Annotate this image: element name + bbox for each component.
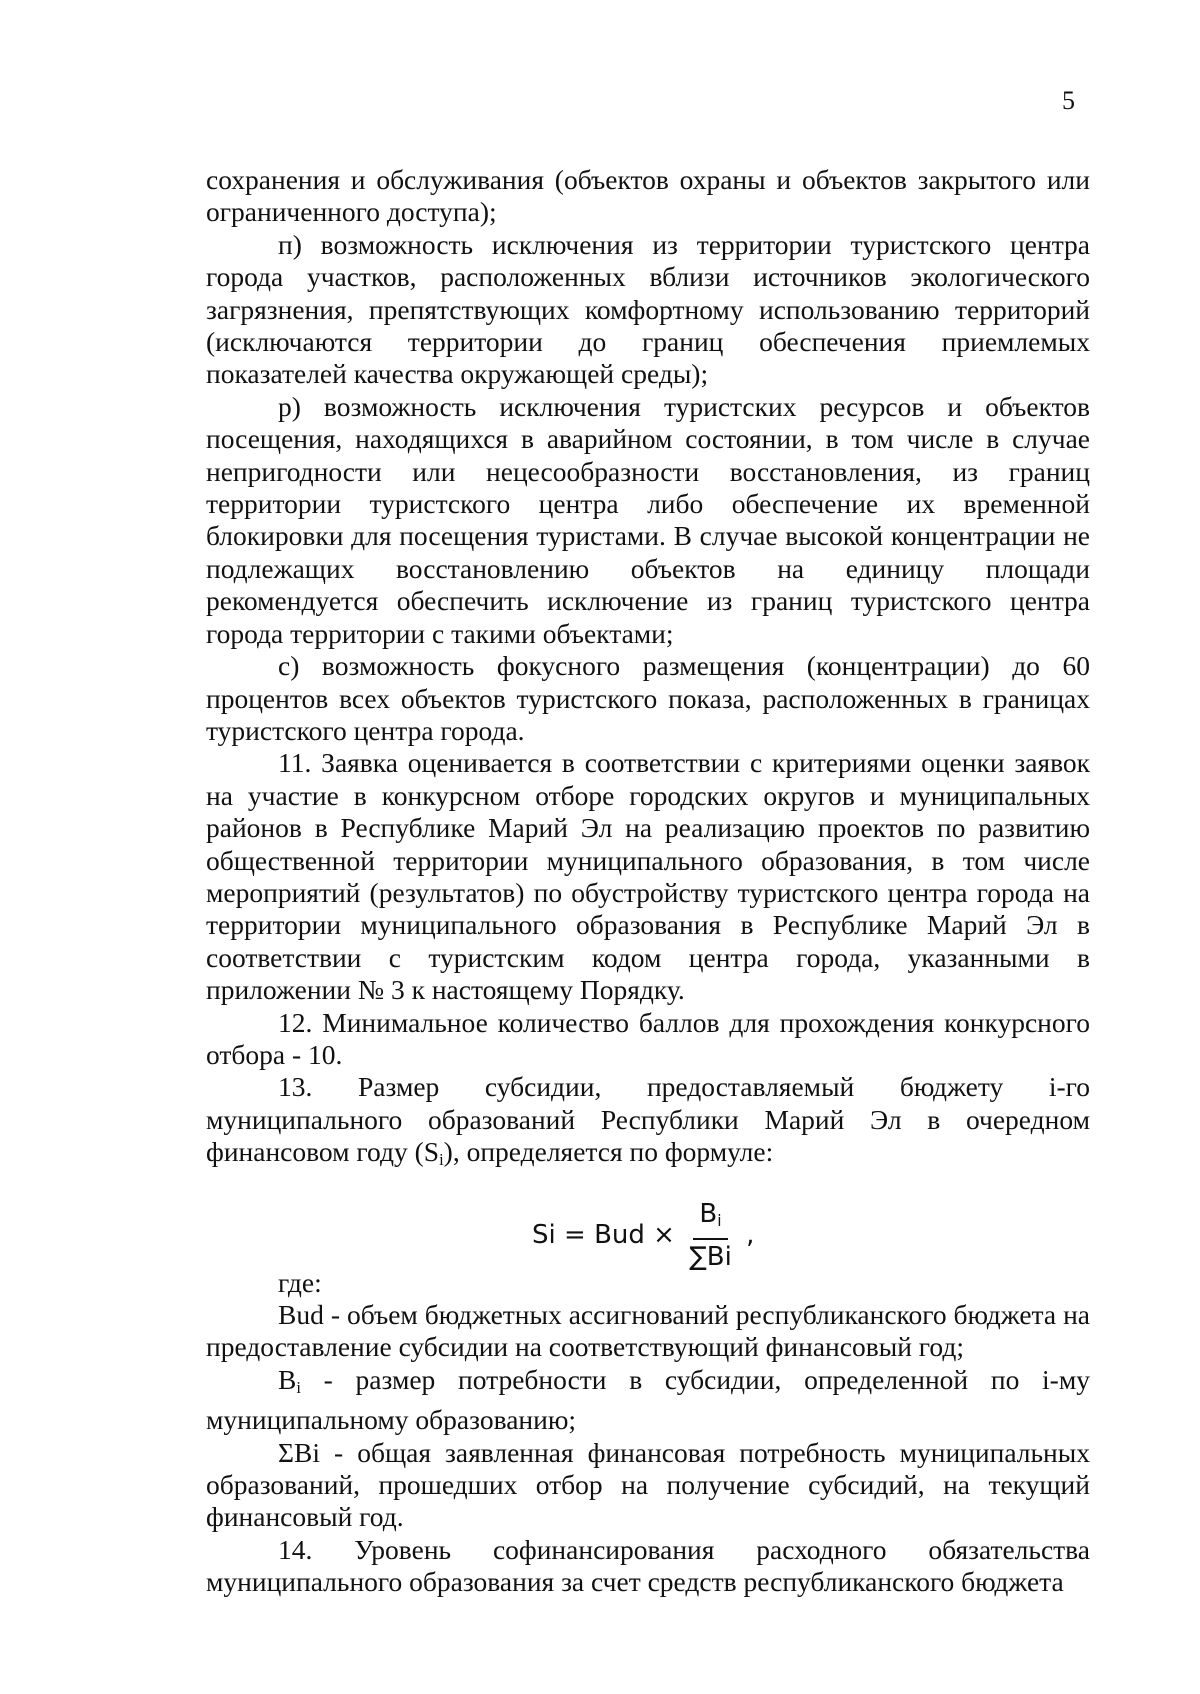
- formula-fraction: [689, 1199, 732, 1272]
- paragraph-13-text: 13. Размер субсидии, предоставляемый бюджету i-го муниципального образований Республики Марий Эл в очередном финансовом году (S: [206, 1071, 1090, 1168]
- formula-numerator-symbol: B: [699, 1198, 718, 1229]
- document-body: [206, 164, 1090, 1599]
- definition-bi-subscript: i: [296, 1377, 301, 1397]
- formula-bud: Bud: [594, 1219, 645, 1250]
- definition-bi-text: - размер потребности в субсидии, определенной по i-му муниципальному образованию;: [206, 1363, 1090, 1436]
- formula-numerator: [693, 1199, 727, 1240]
- formula-denominator: ∑Bi: [689, 1241, 732, 1272]
- definition-bi-symbol: B: [278, 1363, 297, 1395]
- paragraph-14: 14. Уровень софинансирования расходного обязательства муниципального образования за счет средств республиканского бюджета: [206, 1533, 1090, 1598]
- formula-comma: ,: [737, 1219, 755, 1250]
- formula-times: ×: [644, 1219, 684, 1250]
- where-label: где:: [278, 1266, 322, 1298]
- paragraph-13: [206, 1071, 1090, 1176]
- page-number: 5: [1062, 86, 1075, 115]
- paragraph-item-p: п) возможность исключения из территории туристского центра города участков, расположенных вблизи источников экологического загрязнения, препятствующих комфортному использованию территорий (исключаются территории до границ обеспечения приемлемых показателей качества окружающей среды);: [206, 228, 1090, 390]
- paragraph-13-tail: ), определяется по формуле:: [443, 1136, 774, 1168]
- paragraph-continuation: сохранения и обслуживания (объектов охраны и объектов закрытого или ограниченного доступа);: [206, 164, 1090, 228]
- definition-bud: Bud - объем бюджетных ассигнований республиканского бюджета на предоставление субсидии на соответствующий финансовый год;: [206, 1299, 1090, 1363]
- subsidy-formula: [206, 1183, 1090, 1272]
- formula-numerator-subscript: i: [717, 1211, 722, 1230]
- paragraph-12: 12. Минимальное количество баллов для прохождения конкурсного отбора - 10.: [206, 1006, 1090, 1070]
- formula-equals: =: [555, 1219, 595, 1250]
- definition-bi: [206, 1364, 1090, 1437]
- paragraph-item-r: р) возможность исключения туристских ресурсов и объектов посещения, находящихся в аварийном состоянии, в том числе в случае непригодности или нецесообразности восстановления, из границ территории туристского центра либо обеспечение их временной блокировки для посещения туристами. В случае высокой концентрации не подлежащих восстановлению объектов на единицу площади рекомендуется обеспечить исключение из границ туристского центра города территории с такими объектами;: [206, 390, 1090, 649]
- paragraph-11: 11. Заявка оценивается в соответствии с критериями оценки заявок на участие в конкурсном отборе городских округов и муниципальных районов в Республике Марий Эл на реализацию проектов по развитию общественной территории муниципального образования, в том числе мероприятий (результатов) по обустройству туристского центра города на территории муниципального образования в Республике Марий Эл в соответствии с туристским кодом центра города, указанными в приложении № 3 к настоящему Порядку.: [206, 747, 1090, 1006]
- paragraph-13-subscript: i: [439, 1150, 444, 1170]
- definition-sum-bi: ΣBi - общая заявленная финансовая потребность муниципальных образований, прошедших отбор на получение субсидий, на текущий финансовый год.: [206, 1436, 1090, 1533]
- formula-lhs: Si: [532, 1219, 556, 1250]
- paragraph-item-s: с) возможность фокусного размещения (концентрации) до 60 процентов всех объектов туристского показа, расположенных в границах туристского центра города.: [206, 650, 1090, 746]
